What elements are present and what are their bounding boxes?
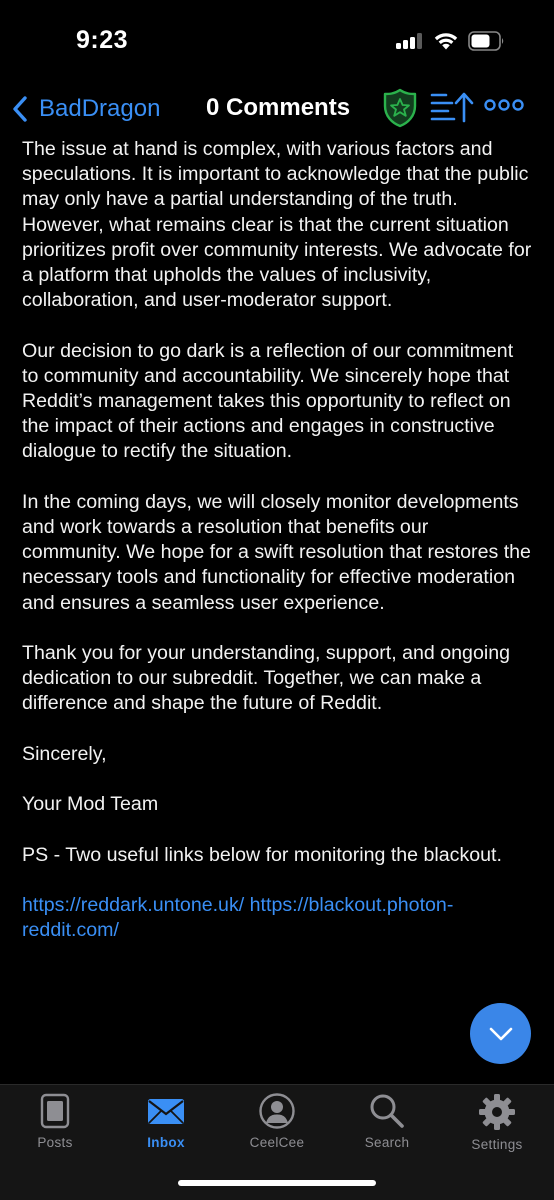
back-button[interactable] [10, 92, 160, 126]
navigation-bar [0, 84, 554, 134]
status-bar [0, 0, 554, 84]
tab-label: Search [364, 1135, 410, 1150]
chevron-left-icon [10, 95, 30, 123]
page-title: 0 Comments [206, 94, 351, 121]
cellular-signal-icon [396, 33, 426, 49]
settings-icon [478, 1093, 516, 1131]
wifi-icon [432, 29, 460, 51]
post-paragraph: Thank you for your understanding, support, and ongoing dedication to our subreddit. Together, we can make a difference and shape the future of Reddit. [22, 642, 510, 715]
tab-settings[interactable] [452, 1093, 542, 1152]
scroll-down-button[interactable] [470, 1003, 531, 1064]
tab-label: Posts [37, 1135, 73, 1150]
blackout-photon-link[interactable]: https://blackout.photon-reddit.com/ [22, 893, 454, 942]
inbox-icon [147, 1093, 185, 1129]
sort-icon[interactable] [430, 91, 474, 125]
post-paragraph: In the coming days, we will closely monitor developments and work towards a resolution that benefits our community. We hope for a swift resolution that restores the necessary tools and functionality for effective moderation and ensures a seamless user experience. [22, 490, 531, 614]
tab-label: Settings [471, 1137, 523, 1152]
tab-inbox[interactable] [121, 1093, 211, 1150]
tab-label: Inbox [147, 1135, 185, 1150]
chevron-down-icon [488, 1026, 514, 1042]
post-paragraph: The issue at hand is complex, with various factors and speculations. It is important to acknowledge that the public may only have a partial understanding of the truth. However, what remains clear is that the current situation prioritizes profit over community interests. We advocate for a platform that upholds the values of inclusivity, collaboration, and user-moderator support. [22, 138, 532, 312]
post-signoff: Sincerely, [22, 742, 107, 765]
post-links [22, 893, 532, 943]
more-icon[interactable] [484, 97, 524, 113]
tab-profile[interactable] [232, 1093, 322, 1150]
reddark-link[interactable]: https://reddark.untone.uk/ [22, 893, 245, 916]
tab-label: CeelCee [249, 1135, 305, 1150]
search-icon [369, 1093, 405, 1129]
post-content [0, 134, 554, 1084]
mod-shield-icon[interactable] [381, 88, 419, 128]
back-label: BadDragon [39, 95, 161, 122]
post-postscript: PS - Two useful links below for monitoring the blackout. [22, 843, 502, 866]
post-body [0, 134, 554, 943]
posts-icon [40, 1093, 70, 1129]
battery-icon [468, 31, 505, 51]
tab-posts[interactable] [10, 1093, 100, 1150]
tab-search[interactable] [342, 1093, 432, 1150]
profile-icon [258, 1093, 296, 1129]
post-paragraph: Our decision to go dark is a reflection of our commitment to community and accountability. We sincerely hope that Reddit’s management takes this opportunity to reflect on the impact of their actions and engages in constructive dialogue to rectify the situation. [22, 339, 514, 463]
post-signature: Your Mod Team [22, 793, 159, 816]
home-indicator [178, 1180, 376, 1186]
status-time: 9:23 [76, 26, 129, 54]
